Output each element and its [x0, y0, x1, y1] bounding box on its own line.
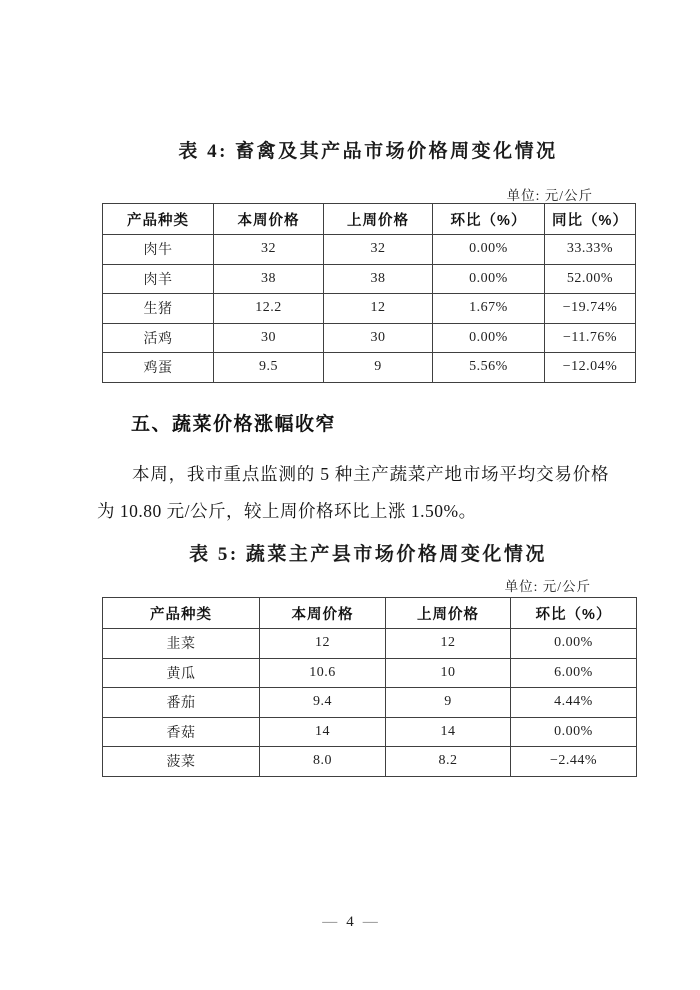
table-cell: 12 [260, 629, 386, 659]
column-header-yoy: 同比（%） [545, 204, 636, 235]
table-cell: 33.33% [545, 235, 636, 265]
table5-vegetable-prices [102, 597, 637, 777]
table-cell: 38 [324, 264, 433, 294]
table-cell: 0.00% [511, 717, 637, 747]
table-row [103, 235, 636, 265]
table4-header-row [103, 204, 636, 235]
column-header-wow: 环比（%） [433, 204, 545, 235]
table-row [103, 353, 636, 383]
column-header-this-week: 本周价格 [260, 598, 386, 629]
table-cell: 6.00% [511, 658, 637, 688]
table-cell: 鸡蛋 [103, 353, 214, 383]
table-cell: 0.00% [433, 264, 545, 294]
table-cell: 52.00% [545, 264, 636, 294]
table-cell: 4.44% [511, 688, 637, 718]
table-cell: 38 [214, 264, 324, 294]
table-cell: 黄瓜 [103, 658, 260, 688]
column-header-last-week: 上周价格 [324, 204, 433, 235]
table-cell: 1.67% [433, 294, 545, 324]
table4-livestock-prices [102, 203, 636, 383]
table-cell: 肉牛 [103, 235, 214, 265]
page-number: 4 [346, 914, 354, 930]
table5-unit-label: 单位: 元/公斤 [504, 579, 591, 594]
body-paragraph: 本周，我市重点监测的 5 种主产蔬菜产地市场平均交易价格为 10.80 元/公斤，较上周价格环比上涨 1.50%。 [97, 464, 609, 521]
column-header-product: 产品种类 [103, 204, 214, 235]
table-cell: 9 [386, 688, 511, 718]
table-row [103, 747, 637, 777]
table-cell: 肉羊 [103, 264, 214, 294]
table-cell: 14 [260, 717, 386, 747]
column-header-product: 产品种类 [103, 598, 260, 629]
table4-title: 表 4: 畜禽及其产品市场价格周变化情况 [178, 141, 558, 162]
table-row [103, 717, 637, 747]
table-row [103, 294, 636, 324]
table-cell: 14 [386, 717, 511, 747]
table-cell: 30 [324, 323, 433, 353]
table-cell: −11.76% [545, 323, 636, 353]
table-cell: 12 [324, 294, 433, 324]
table-row [103, 658, 637, 688]
table-cell: 0.00% [433, 323, 545, 353]
table-cell: −2.44% [511, 747, 637, 777]
table-cell: 8.0 [260, 747, 386, 777]
table-cell: 9.4 [260, 688, 386, 718]
table-cell: 活鸡 [103, 323, 214, 353]
table-cell: 0.00% [433, 235, 545, 265]
footer-dash-right: — [362, 914, 378, 930]
table-cell: 菠菜 [103, 747, 260, 777]
table-cell: 10 [386, 658, 511, 688]
table-row [103, 688, 637, 718]
table-cell: 9 [324, 353, 433, 383]
column-header-wow: 环比（%） [511, 598, 637, 629]
table-cell: 9.5 [214, 353, 324, 383]
table5-header-row [103, 598, 637, 629]
footer-dash-left: — [322, 914, 338, 930]
table-row [103, 264, 636, 294]
table-cell: 0.00% [511, 629, 637, 659]
table-cell: 8.2 [386, 747, 511, 777]
table-cell: 韭菜 [103, 629, 260, 659]
table-cell: 30 [214, 323, 324, 353]
table-cell: 5.56% [433, 353, 545, 383]
table-cell: 番茄 [103, 688, 260, 718]
table-cell: −19.74% [545, 294, 636, 324]
table-cell: 10.6 [260, 658, 386, 688]
table-cell: 12 [386, 629, 511, 659]
table-cell: 生猪 [103, 294, 214, 324]
table4-unit-label: 单位: 元/公斤 [506, 188, 593, 203]
table-cell: 32 [214, 235, 324, 265]
column-header-this-week: 本周价格 [214, 204, 324, 235]
table-row [103, 323, 636, 353]
section-heading: 五、蔬菜价格涨幅收窄 [131, 414, 337, 435]
table-cell: 12.2 [214, 294, 324, 324]
table-cell: 香菇 [103, 717, 260, 747]
table-cell: 32 [324, 235, 433, 265]
table-row [103, 629, 637, 659]
table-cell: −12.04% [545, 353, 636, 383]
column-header-last-week: 上周价格 [386, 598, 511, 629]
page-footer [0, 914, 700, 931]
table5-title: 表 5: 蔬菜主产县市场价格周变化情况 [189, 544, 547, 565]
